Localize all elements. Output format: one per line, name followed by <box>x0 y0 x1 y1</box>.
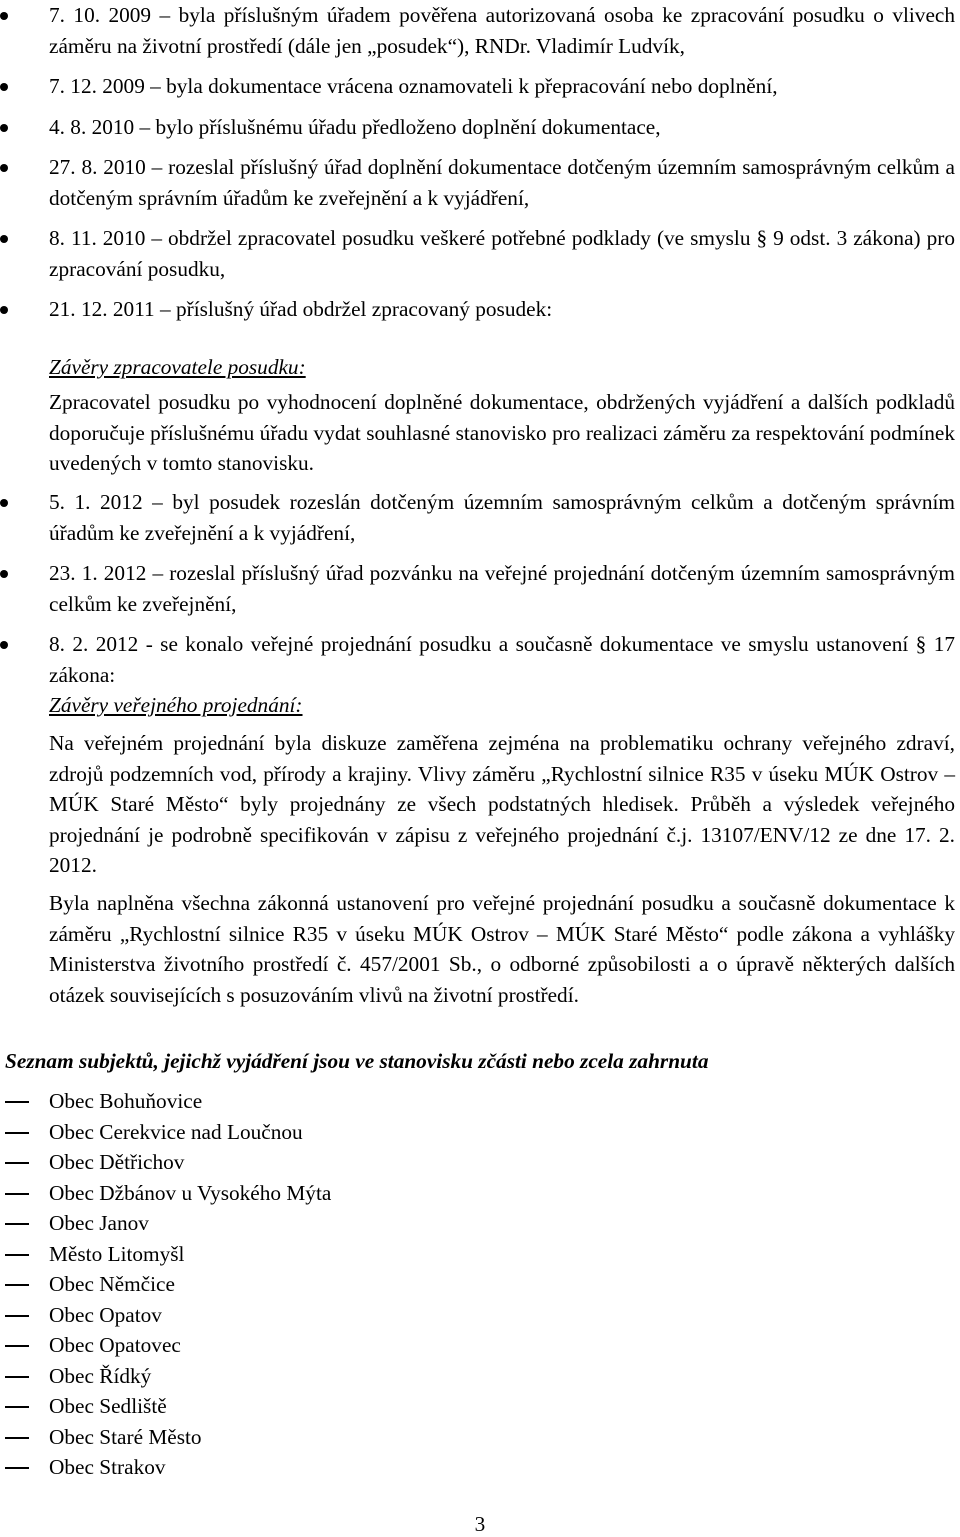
subject-item <box>0 1391 960 1422</box>
subject-name: Obec Džbánov u Vysokého Mýta <box>49 1180 332 1205</box>
subject-item <box>0 1300 960 1331</box>
bullet-icon <box>0 306 8 314</box>
subject-item <box>0 1452 960 1483</box>
timeline-item <box>0 152 960 213</box>
timeline-item <box>0 223 960 284</box>
bullet-icon <box>0 499 8 507</box>
timeline-item-text: 23. 1. 2012 – rozeslal příslušný úřad pozvánku na veřejné projednání dotčeným územním samosprávným celkům ke zveřejnění, <box>49 561 955 616</box>
dash-icon <box>5 1437 29 1439</box>
subject-name: Obec Němčice <box>49 1272 175 1296</box>
timeline-item <box>0 487 960 548</box>
bullet-icon <box>0 12 8 20</box>
timeline-item-text: 7. 10. 2009 – byla příslušným úřadem pověřena autorizovaná osoba ke zpracování posudku o vlivech záměru na životní prostředí (dále jen „posudek“), RNDr. Vladimír Ludvík, <box>49 3 955 58</box>
timeline-list-top <box>0 0 960 325</box>
subject-item <box>0 1086 960 1117</box>
dash-icon <box>5 1132 29 1134</box>
dash-icon <box>5 1193 29 1195</box>
timeline-item <box>0 112 960 143</box>
subject-name: Obec Sedliště <box>49 1394 167 1418</box>
subject-name: Obec Řídký <box>49 1363 152 1388</box>
timeline-item-text: 7. 12. 2009 – byla dokumentace vrácena oznamovateli k přepracování nebo doplnění, <box>49 74 778 98</box>
dash-icon <box>5 1345 29 1347</box>
subject-name: Obec Dětřichov <box>49 1150 185 1174</box>
subject-item <box>0 1330 960 1361</box>
public-hearing-text: Na veřejném projednání byla diskuze zaměřena zejména na problematiku ochrany veřejného zdraví, zdrojů podzemních vod, přírody a krajiny. Vlivy záměru „Rychlostní silnice R35 v úseku MÚK Ostrov – MÚK Staré Město“ byly projednány ze všech podstatných hledisek. Průběh a výsledek veřejného projednání je podrobně specifikován v zápisu z veřejného projednání č.j. 13107/ENV/12 ze dne 17. 2. 2012. <box>49 731 955 877</box>
subject-name: Obec Strakov <box>49 1455 166 1479</box>
dash-icon <box>5 1406 29 1408</box>
timeline-item-text: 5. 1. 2012 – byl posudek rozeslán dotčeným územním samosprávným celkům a dotčeným správním úřadům ke zveřejnění a k vyjádření, <box>49 490 955 545</box>
timeline-item <box>0 71 960 102</box>
subject-name: Obec Opatovec <box>49 1333 181 1357</box>
timeline-item <box>0 294 960 325</box>
dash-icon <box>5 1467 29 1469</box>
timeline-list-bottom <box>0 487 960 690</box>
timeline-item-text: 8. 11. 2010 – obdržel zpracovatel posudku veškeré potřebné podklady (ve smyslu § 9 odst. 3 zákona) pro zpracování posudku, <box>49 226 955 281</box>
subjects-list <box>0 1086 960 1483</box>
dash-icon <box>5 1223 29 1225</box>
subjects-heading: Seznam subjektů, jejichž vyjádření jsou ve stanovisku zčásti nebo zcela zahrnuta <box>5 1049 709 1073</box>
posudek-conclusions-heading: Závěry zpracovatele posudku: <box>49 355 306 379</box>
timeline-item <box>0 629 960 690</box>
timeline-item-text: 8. 2. 2012 - se konalo veřejné projednání posudku a současně dokumentace ve smyslu ustanovení § 17 zákona: <box>49 632 955 687</box>
subject-item <box>0 1361 960 1392</box>
timeline-item <box>0 0 960 61</box>
bullet-icon <box>0 164 8 172</box>
subject-item <box>0 1239 960 1270</box>
bullet-icon <box>0 83 8 91</box>
public-hearing-heading: Závěry veřejného projednání: <box>49 693 303 717</box>
subject-name: Město Litomyšl <box>49 1241 185 1266</box>
bullet-icon <box>0 570 8 578</box>
subject-item <box>0 1117 960 1148</box>
subject-item <box>0 1422 960 1453</box>
subject-item <box>0 1208 960 1239</box>
dash-icon <box>5 1315 29 1317</box>
bullet-icon <box>0 124 8 132</box>
dash-icon <box>5 1162 29 1164</box>
timeline-item-text: 4. 8. 2010 – bylo příslušnému úřadu předloženo doplnění dokumentace, <box>49 114 661 139</box>
subject-name: Obec Janov <box>49 1211 149 1235</box>
subject-name: Obec Bohuňovice <box>49 1089 203 1113</box>
subject-item <box>0 1147 960 1178</box>
page-number: 3 <box>474 1512 486 1536</box>
subject-name: Obec Opatov <box>49 1302 162 1327</box>
dash-icon <box>5 1284 29 1286</box>
summary-paragraph: Byla naplněna všechna zákonná ustanovení pro veřejné projednání posudku a současně dokumentace k záměru „Rychlostní silnice R35 v úseku MÚK Ostrov – MÚK Staré Město“ podle zákona a vyhlášky Ministerstva životního prostředí č. 457/2001 Sb., o odborné způsobilosti a o úpravě některých dalších otázek souvisejících s posuzováním vlivů na životní prostředí. <box>49 891 955 1007</box>
bullet-icon <box>0 235 8 243</box>
dash-icon <box>5 1376 29 1378</box>
posudek-conclusions-text: Zpracovatel posudku po vyhodnocení doplněné dokumentace, obdržených vyjádření a dalších podkladů doporučuje příslušnému úřadu vydat souhlasné stanovisko pro realizaci záměru za respektování podmínek uvedených v tomto stanovisku. <box>49 390 955 475</box>
dash-icon <box>5 1254 29 1256</box>
bullet-icon <box>0 641 8 649</box>
subject-item <box>0 1269 960 1300</box>
subject-item <box>0 1178 960 1209</box>
timeline-item-text: 21. 12. 2011 – příslušný úřad obdržel zpracovaný posudek: <box>49 297 553 321</box>
subject-name: Obec Cerekvice nad Loučnou <box>49 1119 303 1144</box>
timeline-item <box>0 558 960 619</box>
timeline-item-text: 27. 8. 2010 – rozeslal příslušný úřad doplnění dokumentace dotčeným územním samosprávným celkům a dotčeným správním úřadům ke zveřejnění a k vyjádření, <box>49 155 955 210</box>
subject-name: Obec Staré Město <box>49 1424 202 1449</box>
dash-icon <box>5 1101 29 1103</box>
